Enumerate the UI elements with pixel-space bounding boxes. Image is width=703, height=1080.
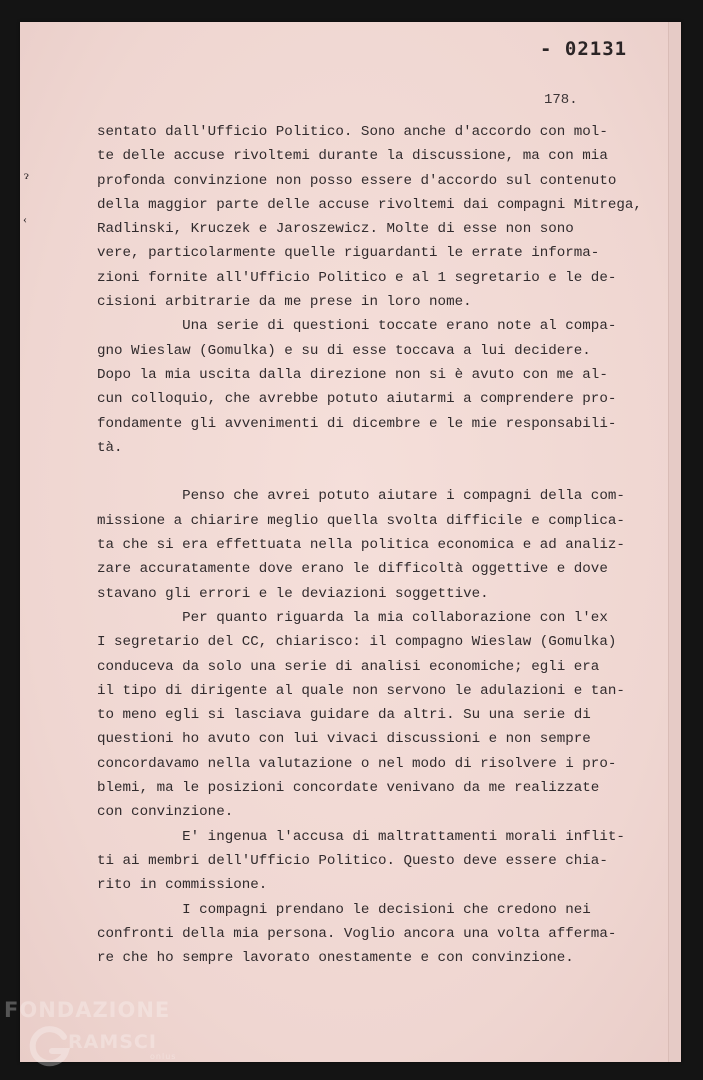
- text-line: Per quanto riguarda la mia collaborazione con l'ex: [97, 609, 608, 626]
- page-number: 178.: [544, 92, 578, 108]
- text-line: confronti della mia persona. Voglio ancora una volta afferma-: [97, 925, 617, 942]
- text-line: zare accuratamente dove erano le difficoltà oggettive e dove: [97, 561, 608, 578]
- text-line: cisioni arbitrarie da me prese in loro nome.: [97, 294, 472, 311]
- text-line: sentato dall'Ufficio Politico. Sono anche d'accordo con mol-: [97, 124, 608, 140]
- text-line: concordavamo nella valutazione o nel modo di risolvere i pro-: [97, 755, 617, 772]
- text-line: zioni fornite all'Ufficio Politico e al 1 segretario e le de-: [97, 269, 617, 286]
- page-edge-strip: [668, 22, 681, 1062]
- text-line: ta che si era effettuata nella politica economica e ad analiz-: [97, 537, 625, 554]
- text-line: cun colloquio, che avrebbe potuto aiutarmi a comprendere pro-: [97, 391, 617, 408]
- watermark-line2: RAMSCI: [68, 1031, 157, 1053]
- text-line: missione a chiarire meglio quella svolta difficile e complica-: [97, 512, 625, 529]
- text-line: to meno egli si lasciava guidare da altri. Su una serie di: [97, 707, 591, 724]
- document-page: [20, 22, 681, 1062]
- text-line: I segretario del CC, chiarisco: il compagno Wieslaw (Gomulka): [97, 634, 617, 651]
- watermark-logo: [4, 998, 177, 1071]
- margin-mark: ‹: [23, 212, 27, 226]
- text-line: profonda convinzione non posso essere d'accordo sul contenuto: [97, 172, 617, 189]
- watermark-subtitle: onlus: [150, 1052, 177, 1061]
- document-number: - 02131: [540, 38, 628, 60]
- text-line: te delle accuse rivoltemi durante la discussione, ma con mia: [97, 148, 608, 165]
- text-line: [97, 460, 657, 484]
- watermark-line1: FONDAZIONE: [4, 998, 171, 1022]
- text-line: questioni ho avuto con lui vivaci discussioni e non sempre: [97, 731, 591, 748]
- text-line: E' ingenua l'accusa di maltrattamenti morali inflit-: [97, 828, 625, 845]
- margin-mark: ɂ: [24, 168, 29, 182]
- text-line: rito in commissione.: [97, 877, 268, 894]
- text-line: Radlinski, Kruczek e Jaroszewicz. Molte di esse non sono: [97, 221, 574, 238]
- text-line: blemi, ma le posizioni concordate venivano da me realizzate: [97, 780, 600, 797]
- watermark-g-icon: [28, 1025, 72, 1069]
- text-line: della maggior parte delle accuse rivoltemi dai compagni Mitrega,: [97, 196, 642, 213]
- text-line: Dopo la mia uscita dalla direzione non si è avuto con me al-: [97, 366, 608, 383]
- text-line: ti ai membri dell'Ufficio Politico. Questo deve essere chia-: [97, 852, 608, 869]
- body-text: [97, 120, 657, 970]
- text-line: I compagni prendano le decisioni che credono nei: [97, 901, 591, 918]
- text-line: conduceva da solo una serie di analisi economiche; egli era: [97, 658, 600, 675]
- text-line: Una serie di questioni toccate erano note al compa-: [97, 318, 617, 335]
- text-line: re che ho sempre lavorato onestamente e con convinzione.: [97, 950, 574, 967]
- text-line: fondamente gli avvenimenti di dicembre e le mie responsabili-: [97, 415, 617, 432]
- text-line: tà.: [97, 439, 123, 456]
- text-line: stavano gli errori e le deviazioni soggettive.: [97, 585, 489, 602]
- text-line: gno Wieslaw (Gomulka) e su di esse toccava a lui decidere.: [97, 342, 591, 359]
- text-line: vere, particolarmente quelle riguardanti le errate informa-: [97, 245, 600, 262]
- text-line: il tipo di dirigente al quale non servono le adulazioni e tan-: [97, 682, 625, 699]
- text-line: con convinzione.: [97, 804, 234, 821]
- text-line: Penso che avrei potuto aiutare i compagni della com-: [97, 488, 625, 505]
